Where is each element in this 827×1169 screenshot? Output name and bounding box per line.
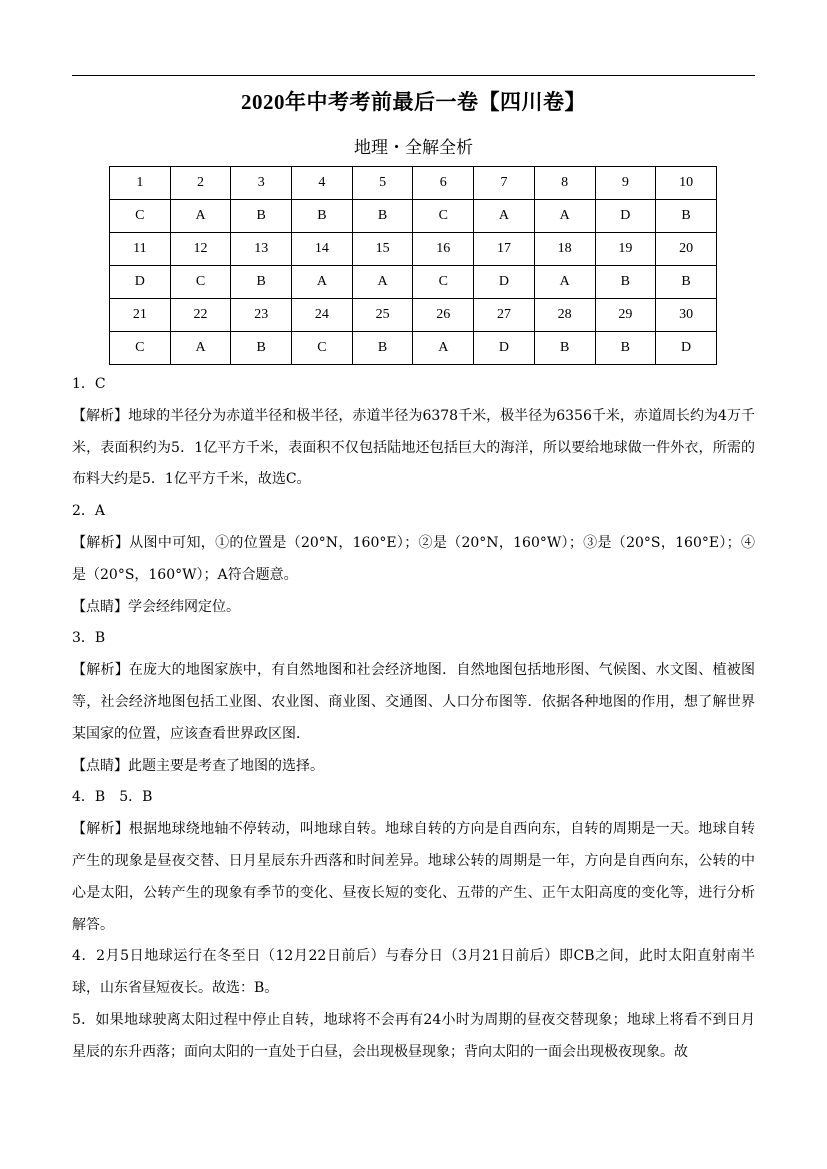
answer-cell: C	[413, 200, 474, 233]
question-number-cell: 5	[352, 167, 413, 200]
question-number-cell: 12	[170, 233, 231, 266]
answer-cell: C	[110, 332, 171, 365]
question-number-cell: 26	[413, 299, 474, 332]
question-number-cell: 14	[292, 233, 353, 266]
paragraph: 4．2月5日地球运行在冬至日（12月22日前后）与春分日（3月21日前后）即CB之间，此时太阳直射南半球，山东省昼短夜长。故选：B。	[72, 948, 755, 997]
answer-cell: A	[413, 332, 474, 365]
paragraph: 【点睛】此题主要是考查了地图的选择。	[72, 757, 324, 774]
answer-cell: B	[656, 266, 717, 299]
answer-cell: A	[534, 266, 595, 299]
paragraph: 【解析】地球的半径分为赤道半径和极半径，赤道半径为6378千米，极半径为6356千米，赤道周长约为4万千米，表面积约为5．1亿平方千米，表面积不仅包括陆地还包括巨大的海洋，所以要给地球做一件外衣，所需的布料大约是5．1亿平方千米，故选C。	[72, 407, 755, 488]
answer-cell: C	[292, 332, 353, 365]
answer-cell: B	[595, 332, 656, 365]
question-number-cell: 18	[534, 233, 595, 266]
question-number-row	[110, 233, 717, 266]
paragraph: 【点睛】学会经纬网定位。	[72, 598, 240, 615]
question-number-cell: 27	[474, 299, 535, 332]
answer-cell: C	[110, 200, 171, 233]
question-number-cell: 16	[413, 233, 474, 266]
answer-cell: C	[170, 266, 231, 299]
answer-cell: B	[352, 332, 413, 365]
answer-cell: B	[534, 332, 595, 365]
question-number-cell: 1	[110, 167, 171, 200]
question-number-cell: 25	[352, 299, 413, 332]
answer-cell: A	[170, 200, 231, 233]
question-number-cell: 13	[231, 233, 292, 266]
answer-cell: A	[474, 200, 535, 233]
answer-cell: B	[231, 200, 292, 233]
question-number-cell: 23	[231, 299, 292, 332]
question-number-cell: 8	[534, 167, 595, 200]
question-number-cell: 6	[413, 167, 474, 200]
answer-row	[110, 200, 717, 233]
question-number-cell: 30	[656, 299, 717, 332]
question-number-cell: 29	[595, 299, 656, 332]
question-number-cell: 20	[656, 233, 717, 266]
answer-cell: B	[231, 266, 292, 299]
question-number-cell: 10	[656, 167, 717, 200]
question-number-cell: 11	[110, 233, 171, 266]
answer-cell: D	[474, 332, 535, 365]
paragraph: 【解析】从图中可知，①的位置是（20°N，160°E）；②是（20°N，160°W）；③是（20°S，160°E）；④是（20°S，160°W）；A符合题意。	[72, 534, 755, 583]
answer-row	[110, 332, 717, 365]
paragraph: 3．B	[72, 630, 106, 647]
question-number-cell: 19	[595, 233, 656, 266]
answer-cell: A	[352, 266, 413, 299]
answer-cell: C	[413, 266, 474, 299]
question-number-row	[110, 299, 717, 332]
question-number-cell: 15	[352, 233, 413, 266]
header-rule	[72, 75, 755, 76]
answer-table	[109, 166, 717, 365]
question-number-cell: 21	[110, 299, 171, 332]
paragraph: 5．如果地球驶离太阳过程中停止自转，地球将不会再有24小时为周期的昼夜交替现象；地球上将看不到日月星辰的东升西落；面向太阳的一直处于白昼，会出现极昼现象；背向太阳的一面会出现极夜现象。故	[72, 1011, 755, 1060]
answer-cell: A	[170, 332, 231, 365]
explanations	[72, 369, 755, 1069]
answer-cell: B	[352, 200, 413, 233]
answer-cell: D	[474, 266, 535, 299]
question-number-cell: 28	[534, 299, 595, 332]
page-subtitle: 地理・全解全析	[354, 138, 473, 158]
answer-cell: A	[292, 266, 353, 299]
answer-cell: B	[595, 266, 656, 299]
answer-cell: B	[292, 200, 353, 233]
question-number-cell: 22	[170, 299, 231, 332]
question-number-cell: 7	[474, 167, 535, 200]
question-number-cell: 24	[292, 299, 353, 332]
answer-cell: A	[534, 200, 595, 233]
question-number-cell: 17	[474, 233, 535, 266]
answer-cell: B	[656, 200, 717, 233]
paragraph: 4．B 5．B	[72, 789, 153, 806]
page-title: 2020年中考考前最后一卷【四川卷】	[241, 90, 586, 114]
question-number-row	[110, 167, 717, 200]
question-number-cell: 3	[231, 167, 292, 200]
paragraph: 【解析】在庞大的地图家族中，有自然地图和社会经济地图．自然地图包括地形图、气候图、水文图、植被图等，社会经济地图包括工业图、农业图、商业图、交通图、人口分布图等．依据各种地图的作用，想了解世界某国家的位置，应该查看世界政区图．	[72, 662, 755, 742]
question-number-cell: 2	[170, 167, 231, 200]
answer-row	[110, 266, 717, 299]
answer-cell: B	[231, 332, 292, 365]
answer-cell: D	[656, 332, 717, 365]
question-number-cell: 9	[595, 167, 656, 200]
paragraph: 2．A	[72, 503, 106, 520]
question-number-cell: 4	[292, 167, 353, 200]
answer-cell: D	[595, 200, 656, 233]
paragraph: 【解析】根据地球绕地轴不停转动，叫地球自转。地球自转的方向是自西向东，自转的周期是一天。地球自转产生的现象是昼夜交替、日月星辰东升西落和时间差异。地球公转的周期是一年，方向是自西向东，公转的中心是太阳，公转产生的现象有季节的变化、昼夜长短的变化、五带的产生、正午太阳高度的变化等，进行分析解答。	[72, 821, 755, 933]
answer-cell: D	[110, 266, 171, 299]
paragraph: 1．C	[72, 376, 106, 392]
